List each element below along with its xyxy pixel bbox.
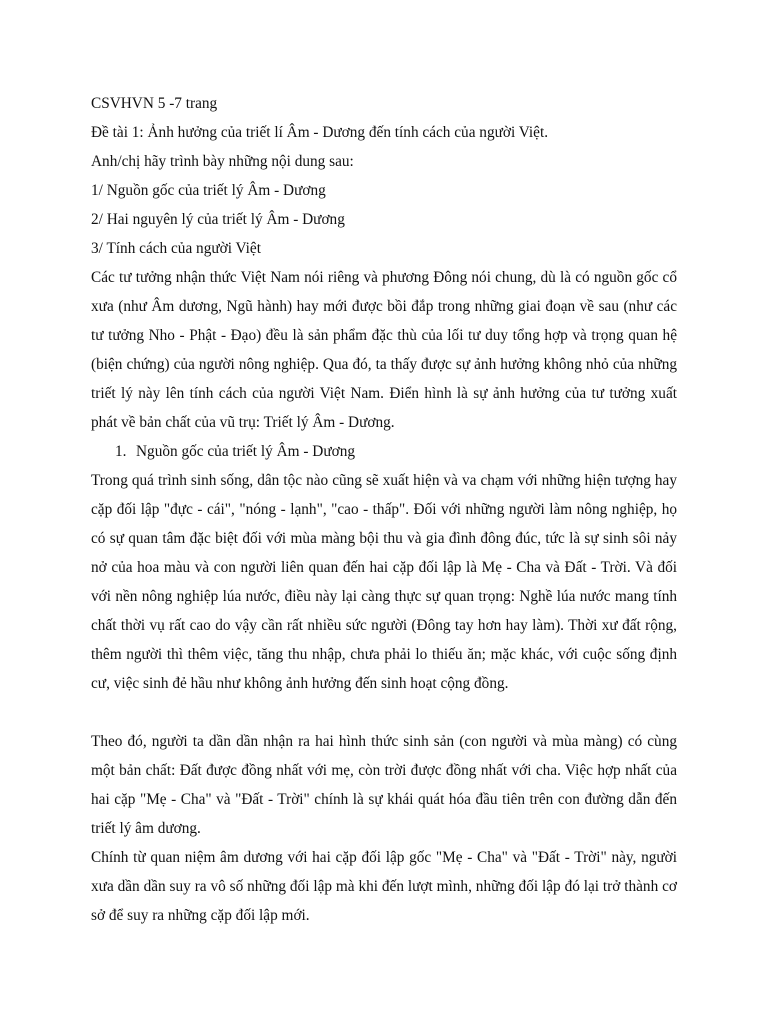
section-title: Nguồn gốc của triết lý Âm - Dương: [136, 443, 356, 460]
section-heading: [115, 437, 355, 466]
body-paragraph: Trong quá trình sinh sống, dân tộc nào cũng sẽ xuất hiện và va chạm với những hiện tượng hay cặp đối lập "đực - cái", "nóng - lạnh", "cao - thấp". Đối với những người làm nông nghiệp, họ có sự quan tâm đặc biệt đối với mùa màng bội thu và gia đình đông đúc, tức là sự sinh sôi nảy nở của hoa màu và con người liên quan đến hai cặp đối lập là Mẹ - Cha và Đất - Trời. Và đối với nền nông nghiệp lúa nước, điều này lại càng thực sự quan trọng: Nghề lúa nước mang tính chất thời vụ rất cao do vậy cần rất nhiều sức người (Đông tay hơn hay làm). Thời xư đất rộng, thêm người thì thêm việc, tăng thu nhập, chưa phải lo thiếu ăn; mặc khác, với cuộc sống định cư, việc sinh đẻ hầu như không ảnh hưởng đến sinh hoạt cộng đồng.: [91, 472, 677, 692]
document-header: CSVHVN 5 -7 trang: [91, 95, 218, 112]
section-number: 1.: [115, 443, 127, 460]
list-item: 2/ Hai nguyên lý của triết lý Âm - Dương: [91, 211, 345, 228]
list-item: 1/ Nguồn gốc của triết lý Âm - Dương: [91, 182, 326, 199]
intro-paragraph: Các tư tưởng nhận thức Việt Nam nói riêng và phương Đông nói chung, dù là có nguồn gốc cổ xưa (như Âm dương, Ngũ hành) hay mới được bồi đắp trong những giai đoạn về sau (như các tư tưởng Nho - Phật - Đạo) đều là sản phẩm đặc thù của lối tư duy tổng hợp và trọng quan hệ (biện chứng) của người nông nghiệp. Qua đó, ta thấy được sự ảnh hưởng không nhỏ của những triết lý này lên tính cách của người Việt Nam. Điển hình là sự ảnh hưởng của tư tưởng xuất phát về bản chất của vũ trụ: Triết lý Âm - Dương.: [91, 269, 677, 431]
instruction-text: Anh/chị hãy trình bày những nội dung sau:: [91, 153, 354, 170]
body-paragraph: Chính từ quan niệm âm dương với hai cặp đối lập gốc "Mẹ - Cha" và "Đất - Trời" này, người xưa dần dần suy ra vô số những đối lập mà khi đến lượt mình, những đối lập đó lại trở thành cơ sở để suy ra những cặp đối lập mới.: [91, 849, 677, 924]
topic-title: Đề tài 1: Ảnh hưởng của triết lí Âm - Dương đến tính cách của người Việt.: [91, 124, 549, 141]
body-paragraph: Theo đó, người ta dần dần nhận ra hai hình thức sinh sản (con người và mùa màng) có cùng một bản chất: Đất được đồng nhất với mẹ, còn trời được đồng nhất với cha. Việc hợp nhất của hai cặp "Mẹ - Cha" và "Đất - Trời" chính là sự khái quát hóa đầu tiên trên con đường dẫn đến triết lý âm dương.: [91, 733, 677, 837]
list-item: 3/ Tính cách của người Việt: [91, 240, 261, 257]
